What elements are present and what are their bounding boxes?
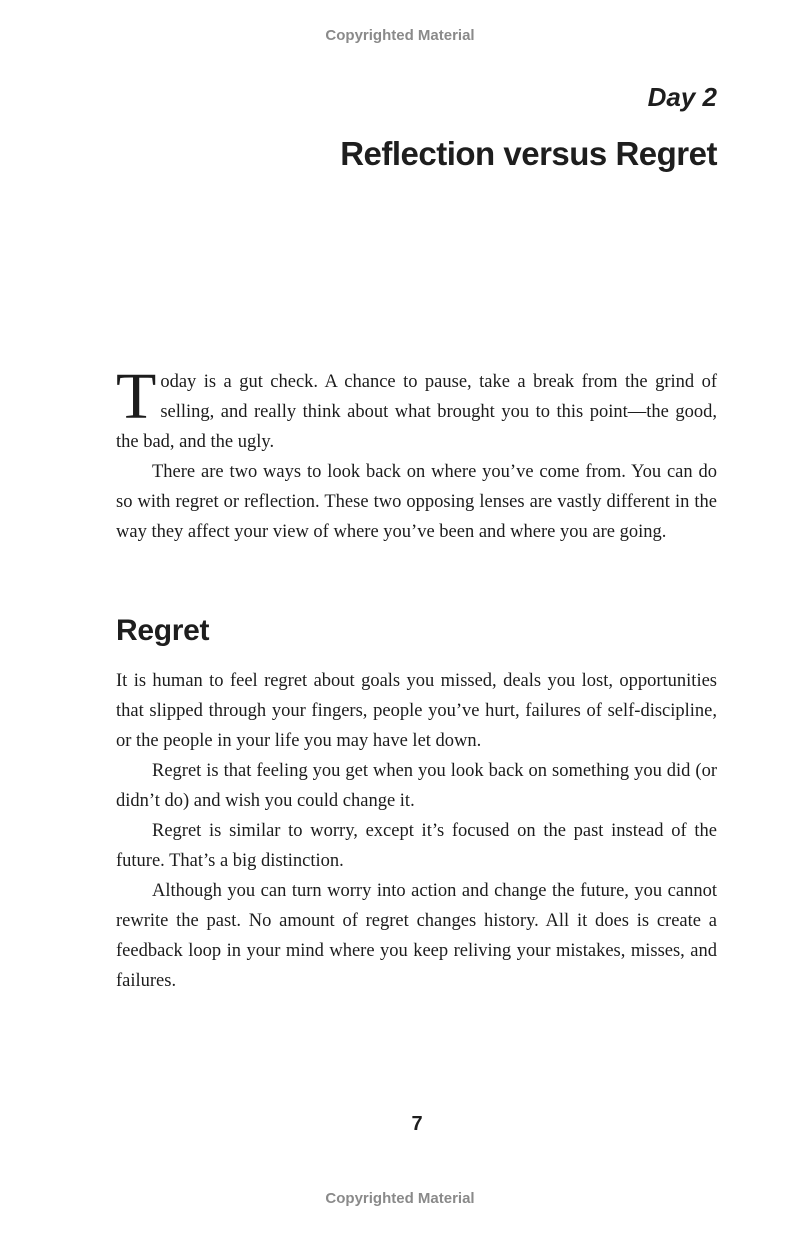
regret-paragraph-2: Regret is that feeling you get when you look back on something you did (or didn’t do) and wish you could change it. xyxy=(116,761,717,811)
regret-section-body xyxy=(116,666,717,996)
copyright-watermark-top: Copyrighted Material xyxy=(325,27,475,44)
regret-paragraph-4: Although you can turn worry into action and change the future, you cannot rewrite the past. No amount of regret changes history. All it does is create a feedback loop in your mind where you keep reliving your mistakes, misses, and failures. xyxy=(116,881,717,991)
section-heading-regret: Regret xyxy=(116,614,210,647)
intro-paragraph-2: There are two ways to look back on where you’ve come from. You can do so with regret or reflection. These two opposing lenses are vastly different in the way they affect your view of where you’ve been and where you are going. xyxy=(116,462,717,542)
drop-cap: T xyxy=(116,360,157,433)
intro-section xyxy=(116,360,717,547)
page-number: 7 xyxy=(411,1113,423,1135)
chapter-title: Reflection versus Regret xyxy=(340,135,717,172)
regret-paragraph-1: It is human to feel regret about goals you missed, deals you lost, opportunities that slipped through your fingers, people you’ve hurt, failures of self-discipline, or the people in your life you may have let down. xyxy=(116,671,717,751)
chapter-day-label: Day 2 xyxy=(647,82,717,112)
intro-paragraph-1-text: oday is a gut check. A chance to pause, take a break from the grind of selling, and really think about what brought you to this point—the good, the bad, and the ugly. xyxy=(116,372,717,452)
intro-paragraph-1 xyxy=(116,360,717,457)
regret-paragraph-3: Regret is similar to worry, except it’s focused on the past instead of the future. That’s a big distinction. xyxy=(116,821,717,871)
copyright-watermark-bottom: Copyrighted Material xyxy=(325,1190,475,1207)
